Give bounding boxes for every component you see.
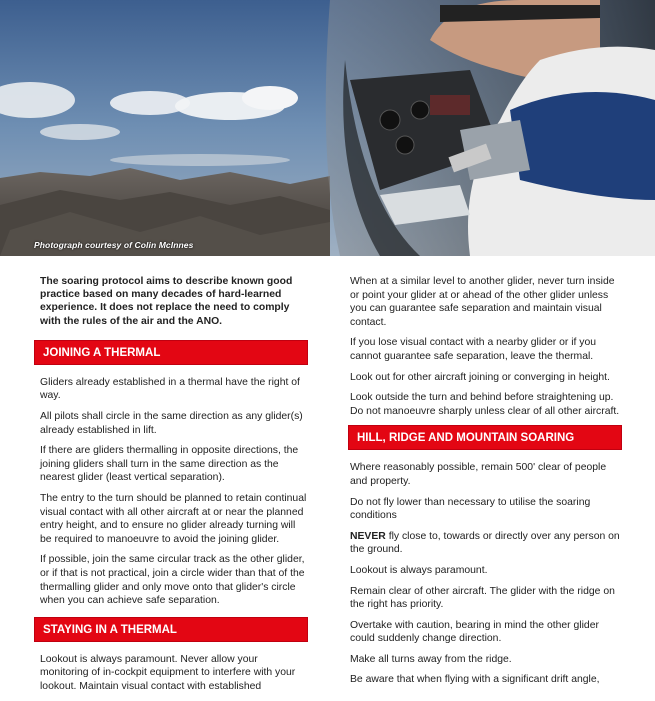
hero-photo bbox=[0, 0, 655, 256]
joining-thermal-heading: JOINING A THERMAL bbox=[34, 340, 308, 365]
joining-para-4: The entry to the turn should be planned to retain continual visual contact with all other aircraft at or near the planned entry height, and to ensure no glider already turning will be required to manoeuvre to avoid the joining glider. bbox=[40, 492, 307, 545]
hill-para-4: Lookout is always paramount. bbox=[350, 564, 488, 576]
staying-para-4: Look out for other aircraft joining or converging in height. bbox=[350, 371, 610, 383]
joining-para-3: If there are gliders thermalling in opposite directions, the joining gliders shall turn in the same direction as the nearest glider (least vertical separation). bbox=[40, 445, 299, 484]
hill-ridge-heading: HILL, RIDGE AND MOUNTAIN SOARING bbox=[348, 425, 622, 450]
joining-para-2: All pilots shall circle in the same direction as any glider(s) already established in lift. bbox=[40, 411, 303, 436]
glider-cockpit-photo bbox=[0, 0, 655, 256]
joining-para-1: Gliders already established in a thermal have the right of way. bbox=[40, 376, 300, 402]
staying-para-5: Look outside the turn and behind before straightening up. Do not manoeuvre sharply unless clear of all other aircraft. bbox=[350, 392, 620, 417]
staying-thermal-heading: STAYING IN A THERMAL bbox=[34, 617, 308, 642]
staying-para-2: When at a similar level to another glider, never turn inside or point your glider at or ahead of the other glider unless you can guarantee safe separation and maintain visual contact. bbox=[350, 276, 615, 328]
hill-para-never bbox=[350, 530, 622, 557]
right-column bbox=[350, 275, 622, 694]
never-emphasis: NEVER bbox=[350, 530, 386, 542]
hill-para-8: Be aware that when flying with a significant drift angle, bbox=[350, 674, 600, 686]
hill-para-2: Do not fly lower than necessary to utilise the soaring conditions bbox=[350, 496, 591, 522]
hill-para-5: Remain clear of other aircraft. The glider with the ridge on the right has priority. bbox=[350, 585, 615, 611]
staying-para-1: Lookout is always paramount. Never allow your monitoring of in-cockpit equipment to interfere with your lookout. Maintain visual contact with established bbox=[40, 653, 296, 692]
hill-para-7: Make all turns away from the ridge. bbox=[350, 653, 512, 665]
left-column bbox=[40, 275, 308, 701]
hill-para-1: Where reasonably possible, remain 500' clear of people and property. bbox=[350, 462, 607, 487]
photo-caption: Photograph courtesy of Colin McInnes bbox=[34, 240, 194, 250]
staying-para-3: If you lose visual contact with a nearby glider or if you cannot guarantee safe separation, leave the thermal. bbox=[350, 337, 597, 362]
joining-para-5: If possible, join the same circular track as the other glider, or if that is not practical, join a circle wider than that of the thermalling glider and only move onto that glider's circle when you can achieve safe separation. bbox=[40, 554, 305, 607]
hill-para-6: Overtake with caution, bearing in mind the other glider could suddenly change direction. bbox=[350, 619, 599, 645]
never-text: fly close to, towards or directly over any person on the ground. bbox=[350, 530, 620, 556]
intro-paragraph: The soaring protocol aims to describe known good practice based on many decades of hard-learned experience. It does not replace the need to comply with the rules of the air and the ANO. bbox=[40, 276, 293, 327]
